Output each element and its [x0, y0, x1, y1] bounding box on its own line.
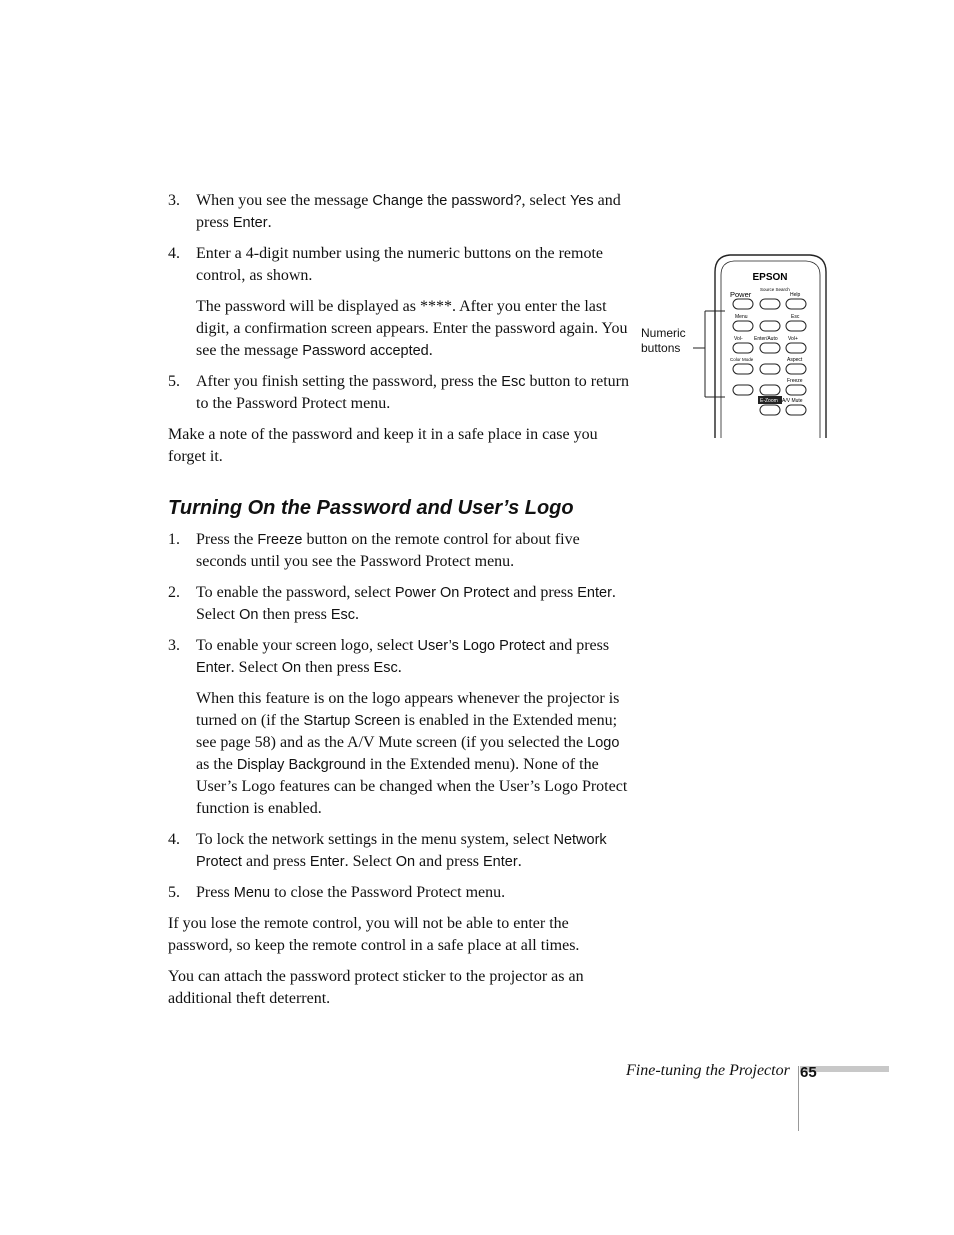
ui-term: Esc — [330, 607, 356, 623]
step-text: The password will be displayed as ****. After you enter the last digit, a confirmation screen appears. Enter the password again. You see the message — [196, 298, 628, 359]
ui-term: Power On Protect — [394, 585, 510, 601]
step-text: . — [428, 342, 433, 359]
ui-term: On — [281, 660, 302, 676]
step-item — [168, 529, 630, 573]
step-text: is enabled in the Extended menu; see page 58) and as the A/V Mute screen (if you selected the — [196, 712, 618, 751]
step-text: . Select — [196, 584, 616, 623]
step-text: then press — [258, 606, 331, 623]
step-text: To enable your screen logo, select — [196, 637, 418, 654]
footer-chapter-title: Fine-tuning the Projector — [626, 1062, 790, 1079]
step-text: and press — [196, 192, 621, 231]
step-number: 5. — [168, 884, 180, 901]
steps-list-a — [168, 190, 630, 468]
step-text: . Select — [344, 853, 396, 870]
ui-term: Enter — [483, 854, 518, 870]
note-paragraph: You can attach the password protect sticker to the projector as an additional theft deterrent. — [168, 968, 584, 1007]
ui-term: Logo — [587, 735, 620, 751]
ui-term: Enter — [232, 215, 268, 231]
step-text: When you see the message — [196, 192, 373, 209]
ui-term: Password accepted — [302, 343, 429, 359]
ui-term: Esc — [501, 374, 526, 390]
ui-term: Network Protect — [196, 832, 607, 870]
av-mute-label: A/V Mute — [782, 398, 803, 404]
menu-label: Menu — [735, 314, 748, 320]
step-text: Enter a 4-digit number using the numeric buttons on the remote control, as shown. — [196, 245, 604, 284]
ui-term: Freeze — [257, 532, 303, 548]
step-number: 4. — [168, 245, 180, 262]
ui-term: Yes — [569, 193, 594, 209]
color-mode-label: Color Mode — [730, 357, 754, 362]
step-text: and press — [415, 853, 484, 870]
step-text: as the — [196, 756, 237, 773]
step-text: in the Extended menu). None of the User’s Logo features can be changed when the User’s Logo Protect function is enabled. — [196, 756, 628, 817]
footer-rule — [798, 1066, 799, 1131]
aspect-label: Aspect — [787, 357, 803, 363]
ui-term: On — [239, 607, 259, 623]
step-number: 2. — [168, 584, 180, 601]
freeze-label: Freeze — [787, 378, 803, 384]
vol-minus-label: Vol- — [734, 336, 743, 342]
step-text: To enable the password, select — [196, 584, 395, 601]
source-label: Source Search — [760, 287, 790, 292]
ui-term: Esc — [373, 660, 398, 676]
step-text: and press — [545, 637, 610, 654]
help-label: Help — [790, 292, 801, 298]
ui-term: Enter — [309, 854, 345, 870]
power-label: Power — [730, 290, 752, 299]
step-text: and press — [241, 853, 310, 870]
step-item — [168, 829, 630, 873]
step-text: After you finish setting the password, press the — [196, 373, 502, 390]
step-text: and press — [509, 584, 578, 601]
ui-term: Menu — [233, 885, 271, 901]
ezoom-label: E-Zoom — [760, 398, 778, 404]
ui-term: User’s Logo Protect — [417, 638, 546, 654]
note-paragraph: If you lose the remote control, you will not be able to enter the password, so keep the remote control in a safe place at all times. — [168, 915, 580, 954]
brand-logo: EPSON — [752, 272, 788, 283]
step-item — [168, 582, 630, 626]
ui-term: Enter — [577, 585, 612, 601]
step-number: 4. — [168, 831, 180, 848]
page-number: 65 — [800, 1064, 817, 1081]
ui-term: Display Background — [236, 757, 366, 773]
section-heading: Turning On the Password and User’s Logo — [168, 497, 574, 519]
step-continuation — [168, 296, 630, 362]
ui-term: Enter — [196, 660, 231, 676]
note-paragraph: Make a note of the password and keep it in a safe place in case you forget it. — [168, 426, 598, 465]
step-number: 3. — [168, 637, 180, 654]
step-text: When this feature is on the logo appears whenever the projector is turned on (if the — [196, 690, 620, 729]
step-text: button to return to the Password Protect menu. — [196, 373, 629, 412]
step-number: 5. — [168, 373, 180, 390]
step-item — [168, 243, 630, 287]
steps-list-b — [168, 529, 630, 1010]
step-item — [168, 635, 630, 679]
ui-term: Change the password? — [372, 193, 522, 209]
step-continuation — [168, 688, 630, 820]
step-text: . — [355, 606, 360, 623]
step-number: 1. — [168, 531, 180, 548]
step-text: . — [397, 659, 402, 676]
step-text: . Select — [230, 659, 282, 676]
esc-label: Esc — [791, 314, 800, 320]
step-item — [168, 190, 630, 234]
step-text: Press the — [196, 531, 258, 548]
step-text: to close the Password Protect menu. — [270, 884, 506, 901]
vol-plus-label: Vol+ — [788, 336, 798, 342]
callout-label: Numeric buttons — [641, 326, 686, 355]
step-text: then press — [301, 659, 374, 676]
step-text: . — [267, 214, 272, 231]
step-item — [168, 371, 630, 415]
ui-term: On — [395, 854, 416, 870]
step-text: . — [517, 853, 522, 870]
step-text: button on the remote control for about five seconds until you see the Password Protect menu. — [196, 531, 580, 570]
step-text: , select — [521, 192, 570, 209]
ui-term: Startup Screen — [303, 713, 401, 729]
step-number: 3. — [168, 192, 180, 209]
step-text: To lock the network settings in the menu system, select — [196, 831, 554, 848]
remote-control-figure — [640, 252, 840, 442]
step-text: Press — [196, 884, 234, 901]
enter-label: Enter/Auto — [754, 336, 778, 342]
step-item — [168, 882, 630, 904]
